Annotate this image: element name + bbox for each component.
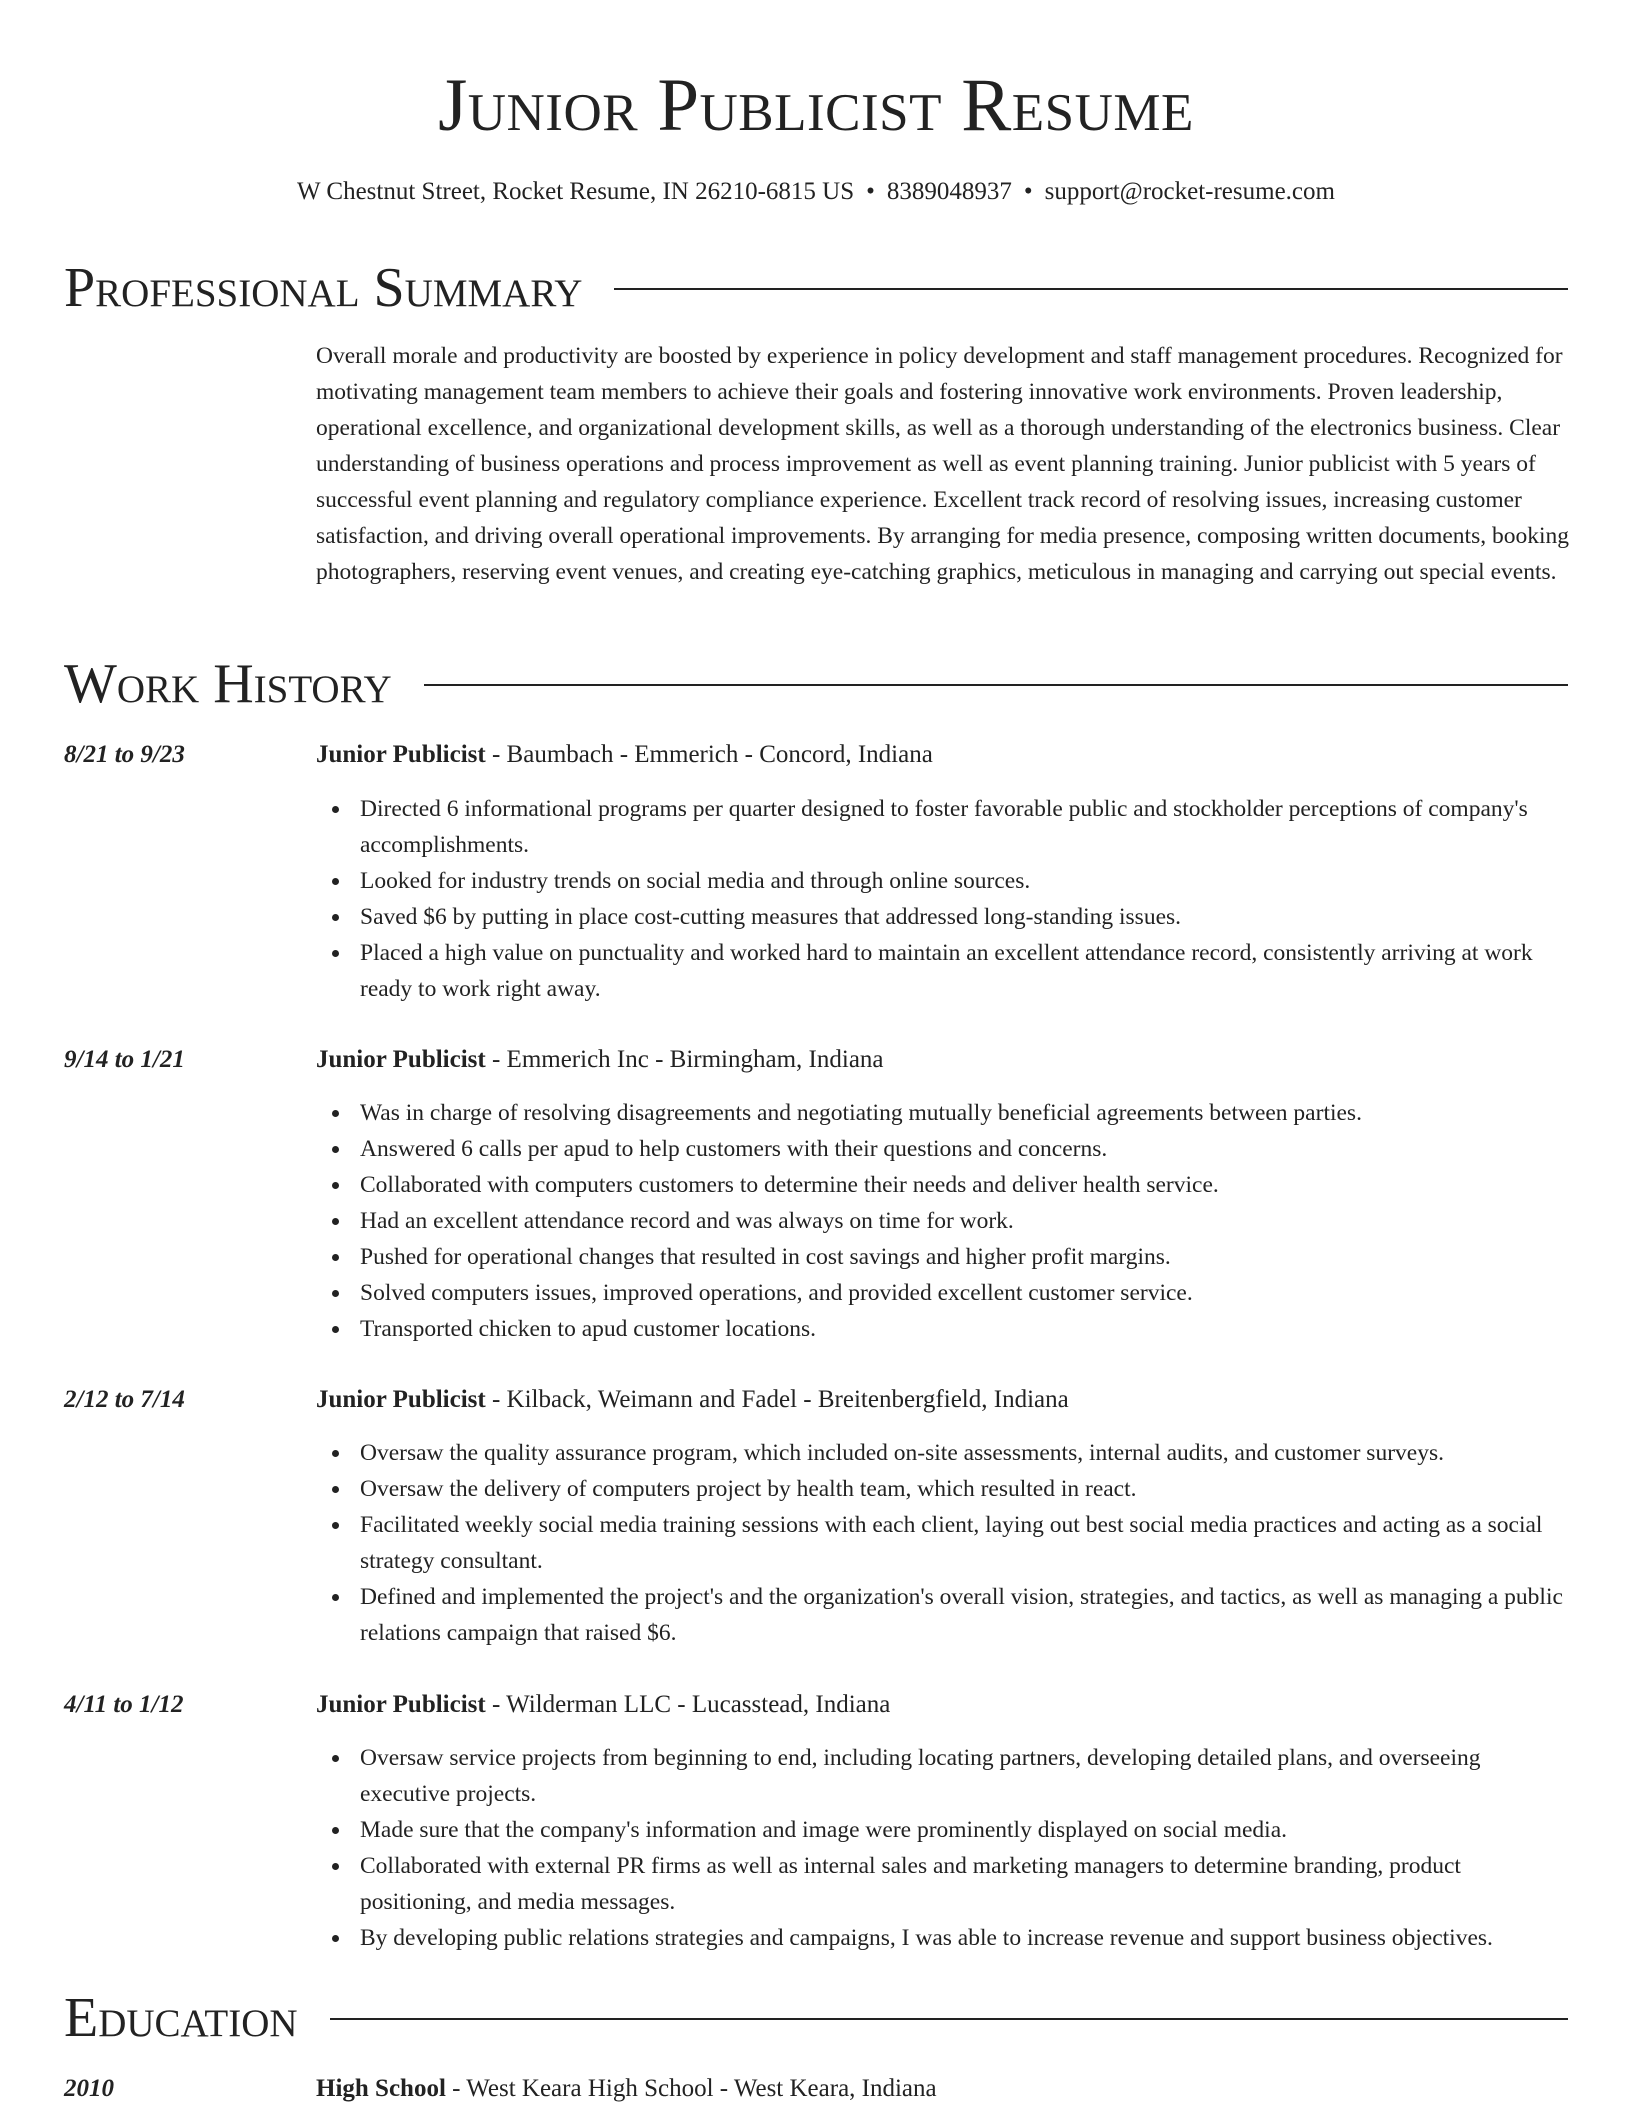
list-item: Defined and implemented the project's and the organization's overall vision, strategies, and tactics, as well as managing a public relations campaign that raised $6. [360, 1579, 1572, 1651]
list-item: Collaborated with computers customers to determine their needs and deliver health service. [360, 1167, 1572, 1203]
contact-separator: • [866, 178, 875, 205]
job-title: Junior Publicist [316, 1691, 486, 1718]
list-item: Oversaw the quality assurance program, which included on-site assessments, internal audits, and customer surveys. [360, 1435, 1572, 1471]
job-bullets [316, 1740, 1572, 1956]
list-item: Looked for industry trends on social media and through online sources. [360, 863, 1572, 899]
list-item: Made sure that the company's information and image were prominently displayed on social media. [360, 1812, 1572, 1848]
list-item: Solved computers issues, improved operations, and provided excellent customer service. [360, 1275, 1572, 1311]
job-heading [316, 1042, 1572, 1078]
work-section-header [64, 652, 1568, 716]
summary-section-header [64, 256, 1568, 320]
summary-text: Overall morale and productivity are boosted by experience in policy development and staff management procedures. Recognized for motivating management team members to achieve their goals and fostering innovative work environments. Proven leadership, operational excellence, and organizational development skills, as well as a thorough understanding of the electronics business. Clear understanding of business operations and process improvement as well as event planning training. Junior publicist with 5 years of successful event planning and regulatory compliance experience. Excellent track record of resolving issues, increasing customer satisfaction, and driving overall operational improvements. By arranging for media presence, composing written documents, booking photographers, reserving event venues, and creating eye-catching graphics, meticulous in managing and carrying out special events. [316, 343, 1570, 585]
education-year: 2010 [64, 2075, 114, 2102]
list-item: Pushed for operational changes that resulted in cost savings and higher profit margins. [360, 1239, 1572, 1275]
job-employer: - Emmerich Inc - Birmingham, Indiana [485, 1046, 884, 1073]
job-employer: - Kilback, Weimann and Fadel - Breitenbergfield, Indiana [485, 1386, 1069, 1413]
list-item: Collaborated with external PR firms as well as internal sales and marketing managers to determine branding, product positioning, and media messages. [360, 1848, 1572, 1920]
summary-heading: Professional Summary [64, 257, 583, 319]
job-employer: - Baumbach - Emmerich - Concord, Indiana [485, 741, 933, 768]
education-school: - West Keara High School - West Keara, Indiana [445, 2075, 937, 2102]
list-item: Was in charge of resolving disagreements and negotiating mutually beneficial agreements between parties. [360, 1095, 1572, 1131]
job-employer: - Wilderman LLC - Lucasstead, Indiana [485, 1691, 891, 1718]
job-bullets [316, 1095, 1572, 1347]
contact-phone: 8389048937 [886, 178, 1012, 205]
list-item: Transported chicken to apud customer locations. [360, 1311, 1572, 1347]
list-item: Facilitated weekly social media training sessions with each client, laying out best social media practices and acting as a social strategy consultant. [360, 1507, 1572, 1579]
section-divider [614, 288, 1568, 290]
education-section-header [64, 1986, 1568, 2050]
job-dates: 9/14 to 1/21 [64, 1046, 185, 1073]
job-dates: 8/21 to 9/23 [64, 741, 185, 768]
job-heading [316, 1687, 1572, 1723]
list-item: Placed a high value on punctuality and worked hard to maintain an excellent attendance record, consistently arriving at work ready to work right away. [360, 935, 1572, 1007]
education-heading-line [316, 2071, 1572, 2107]
contact-address: W Chestnut Street, Rocket Resume, IN 26210-6815 US [297, 178, 855, 205]
section-divider [424, 684, 1568, 686]
contact-email: support@rocket-resume.com [1044, 178, 1335, 205]
list-item: Had an excellent attendance record and was always on time for work. [360, 1203, 1572, 1239]
job-title: Junior Publicist [316, 1046, 486, 1073]
job-heading [316, 1382, 1572, 1418]
job-bullets [316, 1435, 1572, 1651]
education-degree: High School [316, 2075, 446, 2102]
list-item: Directed 6 informational programs per quarter designed to foster favorable public and stockholder perceptions of company's accomplishments. [360, 791, 1572, 863]
education-heading: Education [64, 1987, 298, 2049]
job-dates: 4/11 to 1/12 [64, 1691, 184, 1718]
list-item: Answered 6 calls per apud to help customers with their questions and concerns. [360, 1131, 1572, 1167]
contact-line [0, 174, 1632, 210]
contact-separator: • [1023, 178, 1033, 205]
page-title: Junior Publicist Resume [438, 64, 1194, 147]
section-divider [330, 2018, 1568, 2020]
list-item: By developing public relations strategies and campaigns, I was able to increase revenue and support business objectives. [360, 1920, 1572, 1956]
list-item: Saved $6 by putting in place cost-cutting measures that addressed long-standing issues. [360, 899, 1572, 935]
job-title: Junior Publicist [316, 741, 486, 768]
list-item: Oversaw service projects from beginning to end, including locating partners, developing detailed plans, and overseeing executive projects. [360, 1740, 1572, 1812]
work-heading: Work History [64, 653, 392, 715]
job-title: Junior Publicist [316, 1386, 486, 1413]
list-item: Oversaw the delivery of computers project by health team, which resulted in react. [360, 1471, 1572, 1507]
job-heading [316, 737, 1572, 773]
job-dates: 2/12 to 7/14 [64, 1386, 185, 1413]
job-bullets [316, 791, 1572, 1007]
